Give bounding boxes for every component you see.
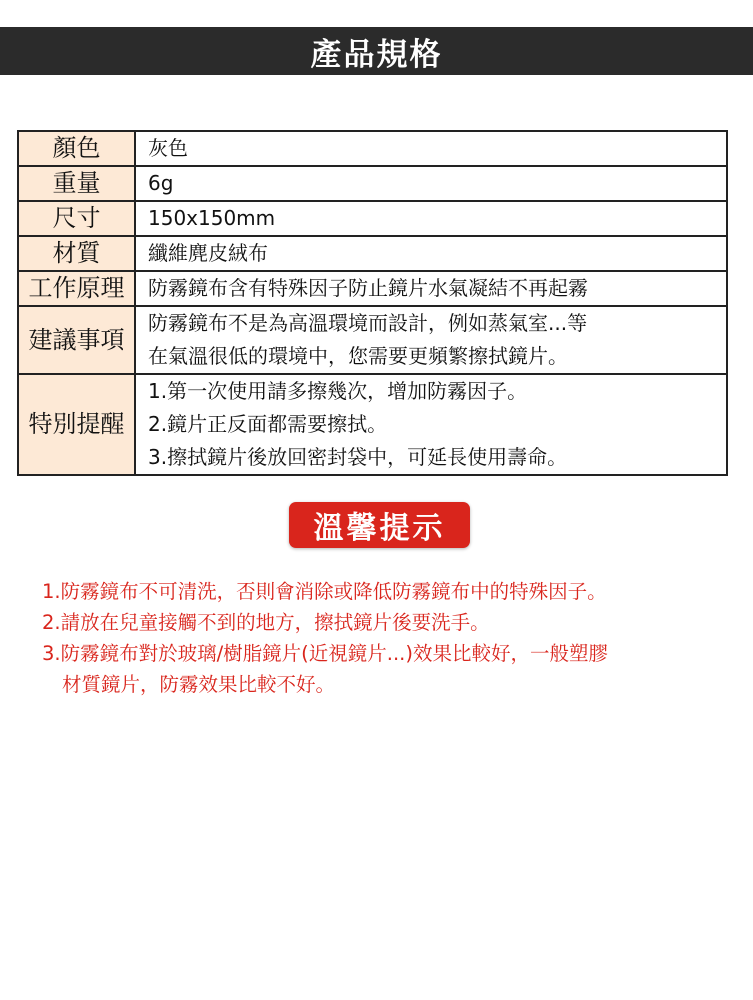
spec-value — [135, 374, 727, 475]
spec-value-line: 6g — [148, 171, 174, 195]
tip-item: 1.防霧鏡布不可清洗，否則會消除或降低防霧鏡布中的特殊因子。 — [42, 580, 607, 603]
spec-label: 尺寸 — [18, 201, 135, 236]
tip-item-continuation: 材質鏡片，防霧效果比較不好。 — [62, 673, 336, 696]
tips-badge — [289, 502, 470, 548]
spec-row-suggestion — [18, 306, 727, 374]
section-title: 產品規格 — [310, 36, 443, 73]
spec-value — [135, 201, 727, 236]
spec-value-line: 纖維麂皮絨布 — [148, 241, 268, 265]
spec-row-principle — [18, 271, 727, 306]
spec-value — [135, 236, 727, 271]
spec-label: 建議事項 — [18, 306, 135, 374]
spec-label: 材質 — [18, 236, 135, 271]
spec-value — [135, 271, 727, 306]
spec-row-material — [18, 236, 727, 271]
spec-value — [135, 306, 727, 374]
spec-value-line: 灰色 — [148, 136, 188, 160]
tip-item: 3.防霧鏡布對於玻璃/樹脂鏡片(近視鏡片...)效果比較好，一般塑膠 — [42, 642, 608, 665]
spec-row-color — [18, 131, 727, 166]
section-header — [0, 27, 753, 75]
spec-value-line: 1.第一次使用請多擦幾次，增加防霧因子。 — [148, 379, 528, 403]
spec-value-line: 防霧鏡布含有特殊因子防止鏡片水氣凝結不再起霧 — [148, 276, 588, 300]
spec-value-line: 2.鏡片正反面都需要擦拭。 — [148, 412, 388, 436]
spec-value-line: 150x150mm — [148, 206, 276, 230]
spec-row-weight — [18, 166, 727, 201]
tips-list — [42, 576, 722, 700]
spec-label: 特別提醒 — [18, 374, 135, 475]
tip-item: 2.請放在兒童接觸不到的地方，擦拭鏡片後要洗手。 — [42, 611, 490, 634]
spec-value-line: 防霧鏡布不是為高溫環境而設計，例如蒸氣室...等 — [148, 311, 588, 335]
spec-row-size — [18, 201, 727, 236]
spec-value-line: 在氣溫很低的環境中，您需要更頻繁擦拭鏡片。 — [148, 344, 568, 368]
spec-row-reminder — [18, 374, 727, 475]
spec-label: 顏色 — [18, 131, 135, 166]
spec-label: 重量 — [18, 166, 135, 201]
spec-value — [135, 166, 727, 201]
tips-title: 溫馨提示 — [313, 511, 446, 546]
spec-label: 工作原理 — [18, 271, 135, 306]
spec-value — [135, 131, 727, 166]
spec-table — [17, 130, 728, 476]
spec-value-line: 3.擦拭鏡片後放回密封袋中，可延長使用壽命。 — [148, 445, 568, 469]
